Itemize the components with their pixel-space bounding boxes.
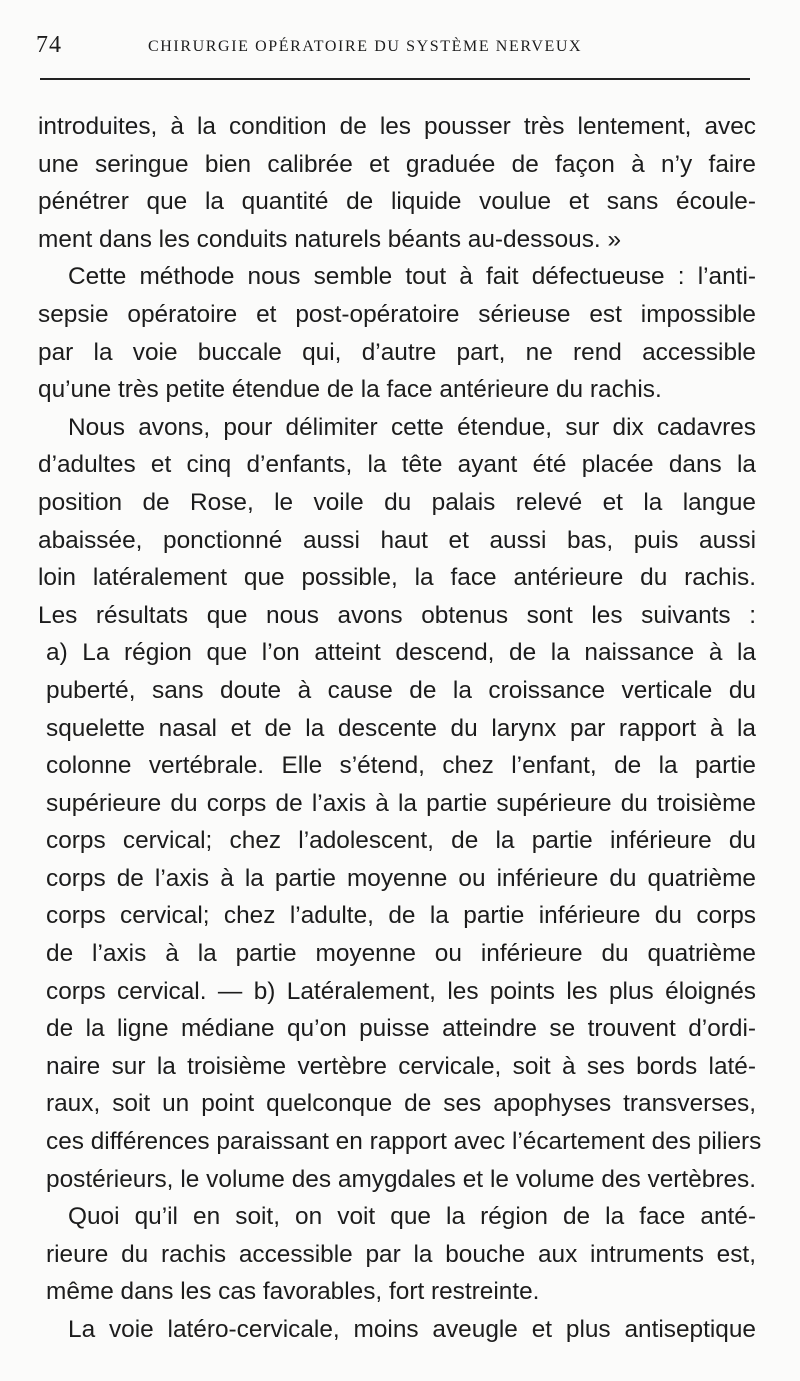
page-header (36, 30, 752, 64)
text-line: même dans les cas favorables, fort restreinte. (46, 1278, 540, 1306)
text-line: supérieure du corps de l’axis à la partie supérieure du troisième (46, 789, 756, 817)
header-rule (40, 78, 750, 80)
text-line: puberté, sans doute à cause de la croissance verticale du (46, 676, 756, 704)
paragraph-start-line: La voie latéro-cervicale, moins aveugle et plus antiseptique (68, 1316, 756, 1343)
text-line: colonne vertébrale. Elle s’étend, chez l’enfant, de la partie (46, 752, 756, 780)
text-line: naire sur la troisième vertèbre cervicale, soit à ses bords laté- (46, 1052, 756, 1080)
paragraph-start-line: Quoi qu’il en soit, on voit que la région de la face anté- (68, 1203, 756, 1231)
text-line: loin latéralement que possible, la face antérieure du rachis. (38, 564, 756, 592)
text-line: introduites, à la condition de les pousser très lentement, avec (38, 113, 756, 140)
text-line: d’adultes et cinq d’enfants, la tête ayant été placée dans la (38, 451, 756, 479)
text-line: corps de l’axis à la partie moyenne ou inférieure du quatrième (46, 864, 756, 892)
text-line: rieure du rachis accessible par la bouche aux intruments est, (46, 1240, 756, 1268)
text-line: ces différences paraissant en rapport avec l’écartement des piliers (46, 1128, 762, 1156)
text-line: a) La région que l’on atteint descend, de la naissance à la (46, 639, 756, 667)
running-title: CHIRURGIE OPÉRATOIRE DU SYSTÈME NERVEUX (148, 38, 583, 55)
text-line: raux, soit un point quelconque de ses apophyses transverses, (46, 1090, 756, 1118)
text-line: sepsie opératoire et post-opératoire sérieuse est impossible (38, 300, 756, 328)
text-line: corps cervical; chez l’adolescent, de la partie inférieure du (46, 827, 756, 855)
text-line: corps cervical. — b) Latéralement, les points les plus éloignés (46, 977, 756, 1005)
text-line: ment dans les conduits naturels béants au-dessous. » (38, 225, 622, 253)
text-line: corps cervical; chez l’adulte, de la partie inférieure du corps (46, 902, 756, 930)
body-text (38, 108, 762, 1349)
paragraph-start-line: Cette méthode nous semble tout à fait défectueuse : l’anti- (68, 263, 756, 291)
text-line: une seringue bien calibrée et graduée de façon à n’y faire (38, 150, 756, 178)
text-line: abaissée, ponctionné aussi haut et aussi bas, puis aussi (38, 526, 756, 554)
text-line: postérieurs, le volume des amygdales et le volume des vertèbres. (46, 1165, 756, 1193)
page-number: 74 (36, 32, 62, 58)
text-line: Les résultats que nous avons obtenus sont les suivants : (38, 601, 756, 629)
text-line: de l’axis à la partie moyenne ou inférieure du quatrième (46, 940, 756, 968)
paragraph-start-line: Nous avons, pour délimiter cette étendue, sur dix cadavres (68, 413, 756, 441)
text-line: qu’une très petite étendue de la face antérieure du rachis. (38, 376, 662, 404)
text-line: de la ligne médiane qu’on puisse atteindre se trouvent d’ordi- (46, 1015, 756, 1043)
text-line: squelette nasal et de la descente du larynx par rapport à la (46, 714, 756, 742)
text-line: position de Rose, le voile du palais relevé et la langue (38, 488, 756, 516)
text-line: par la voie buccale qui, d’autre part, ne rend accessible (38, 338, 756, 366)
text-line: pénétrer que la quantité de liquide voulue et sans écoule- (38, 188, 756, 216)
